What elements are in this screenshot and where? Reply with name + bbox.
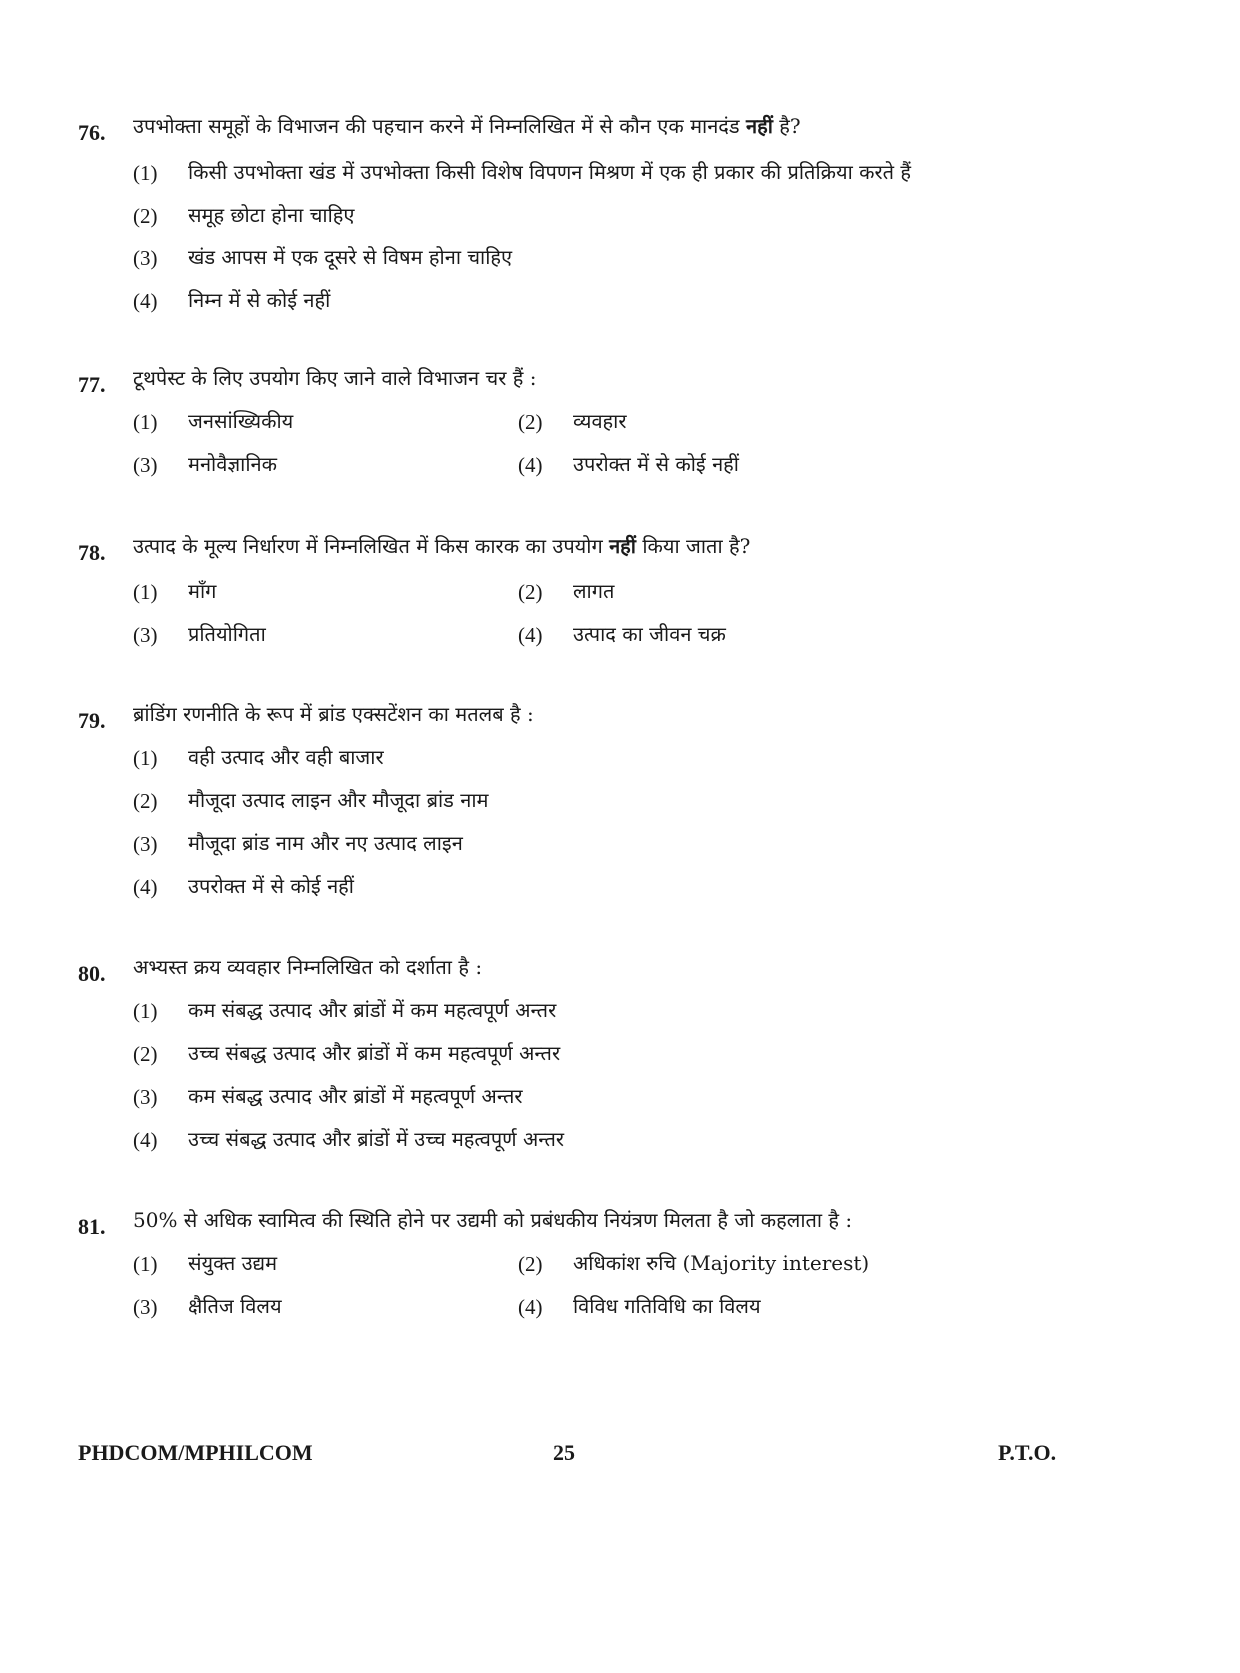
option-text: अधिकांश रुचि (Majority interest): [573, 1251, 870, 1275]
option-text: समूह छोटा होना चाहिए: [188, 203, 355, 227]
question-number: 80.: [78, 961, 106, 986]
option-number: (4): [133, 875, 158, 899]
option-text: किसी उपभोक्ता खंड में उपभोक्ता किसी विशेष विपणन मिश्रण में एक ही प्रकार की प्रतिक्रिया करते हैं: [188, 160, 912, 184]
option-text: जनसांख्यिकीय: [188, 409, 294, 433]
question-stem: [78, 953, 1158, 993]
option-number: (4): [133, 289, 158, 313]
question-77: [78, 364, 1158, 477]
option-number: (1): [133, 746, 158, 770]
question-number: 81.: [78, 1214, 106, 1239]
question-number: 76.: [78, 120, 106, 145]
option-text: मौजूदा ब्रांड नाम और नए उत्पाद लाइन: [188, 831, 463, 855]
question-stem: [78, 364, 1158, 404]
option-number: (4): [133, 1128, 158, 1152]
option-text: विविध गतिविधि का विलय: [573, 1294, 761, 1318]
option-number: (2): [133, 204, 158, 228]
option-number: (1): [133, 161, 158, 185]
option-number: (4): [518, 1295, 543, 1319]
question-text: उत्पाद के मूल्य निर्धारण में निम्नलिखित में किस कारक का उपयोग नहीं किया जाता है?: [133, 534, 751, 558]
option-text: प्रतियोगिता: [188, 622, 266, 646]
option-text: उपरोक्त में से कोई नहीं: [573, 452, 739, 476]
paper-code: PHDCOM/MPHILCOM: [78, 1440, 313, 1465]
option-text: लागत: [573, 579, 615, 603]
question-80: [78, 953, 1158, 1152]
option-number: (2): [133, 1042, 158, 1066]
question-76: [78, 112, 1158, 313]
option-number: (1): [133, 580, 158, 604]
option-number: (3): [133, 623, 158, 647]
option-text: उपरोक्त में से कोई नहीं: [188, 874, 354, 898]
question-number: 79.: [78, 708, 106, 733]
option-text: कम संबद्ध उत्पाद और ब्रांडों में महत्वपूर्ण अन्तर: [188, 1084, 523, 1108]
option-text: उच्च संबद्ध उत्पाद और ब्रांडों में उच्च महत्वपूर्ण अन्तर: [188, 1127, 565, 1151]
option-number: (3): [133, 1085, 158, 1109]
question-text: उपभोक्ता समूहों के विभाजन की पहचान करने में निम्नलिखित में से कौन एक मानदंड नहीं है?: [133, 114, 801, 138]
option-number: (4): [518, 623, 543, 647]
option-text: माँग: [188, 579, 217, 603]
question-text: टूथपेस्ट के लिए उपयोग किए जाने वाले विभाजन चर हैं :: [133, 366, 537, 390]
option-number: (3): [133, 832, 158, 856]
option-number: (3): [133, 453, 158, 477]
option-number: (2): [518, 410, 543, 434]
option-text: उच्च संबद्ध उत्पाद और ब्रांडों में कम महत्वपूर्ण अन्तर: [188, 1041, 561, 1065]
question-text: ब्रांडिंग रणनीति के रूप में ब्रांड एक्सटेंशन का मतलब है :: [133, 702, 534, 726]
option-text: निम्न में से कोई नहीं: [188, 288, 331, 312]
question-text: अभ्यस्त क्रय व्यवहार निम्नलिखित को दर्शाता है :: [133, 955, 483, 979]
question-stem: [78, 532, 1158, 572]
page-number: 25: [553, 1440, 575, 1465]
question-81: [78, 1206, 1158, 1319]
option-text: कम संबद्ध उत्पाद और ब्रांडों में कम महत्वपूर्ण अन्तर: [188, 998, 557, 1022]
option-text: वही उत्पाद और वही बाजार: [188, 745, 384, 769]
question-number: 78.: [78, 540, 106, 565]
option-number: (2): [518, 580, 543, 604]
option-text: खंड आपस में एक दूसरे से विषम होना चाहिए: [188, 245, 513, 269]
option-text: संयुक्त उद्यम: [188, 1251, 278, 1275]
option-number: (3): [133, 246, 158, 270]
question-text: 50% से अधिक स्वामित्व की स्थिति होने पर उद्यमी को प्रबंधकीय नियंत्रण मिलता है जो कहलाता है :: [133, 1208, 853, 1232]
option-number: (4): [518, 453, 543, 477]
question-78: [78, 532, 1158, 647]
option-text: मनोवैज्ञानिक: [188, 452, 277, 476]
option-text: मौजूदा उत्पाद लाइन और मौजूदा ब्रांड नाम: [188, 788, 489, 812]
option-number: (3): [133, 1295, 158, 1319]
question-79: [78, 700, 1158, 899]
option-text: उत्पाद का जीवन चक्र: [573, 622, 726, 646]
question-stem: [78, 112, 1158, 152]
option-number: (1): [133, 1252, 158, 1276]
question-stem: [78, 700, 1158, 740]
option-number: (2): [518, 1252, 543, 1276]
option-text: व्यवहार: [573, 409, 627, 433]
question-number: 77.: [78, 372, 106, 397]
pto-label: P.T.O.: [998, 1440, 1057, 1465]
option-number: (2): [133, 789, 158, 813]
option-number: (1): [133, 410, 158, 434]
option-text: क्षैतिज विलय: [188, 1294, 282, 1318]
question-stem: [78, 1206, 1158, 1246]
option-number: (1): [133, 999, 158, 1023]
page-footer: [78, 1440, 1078, 1470]
